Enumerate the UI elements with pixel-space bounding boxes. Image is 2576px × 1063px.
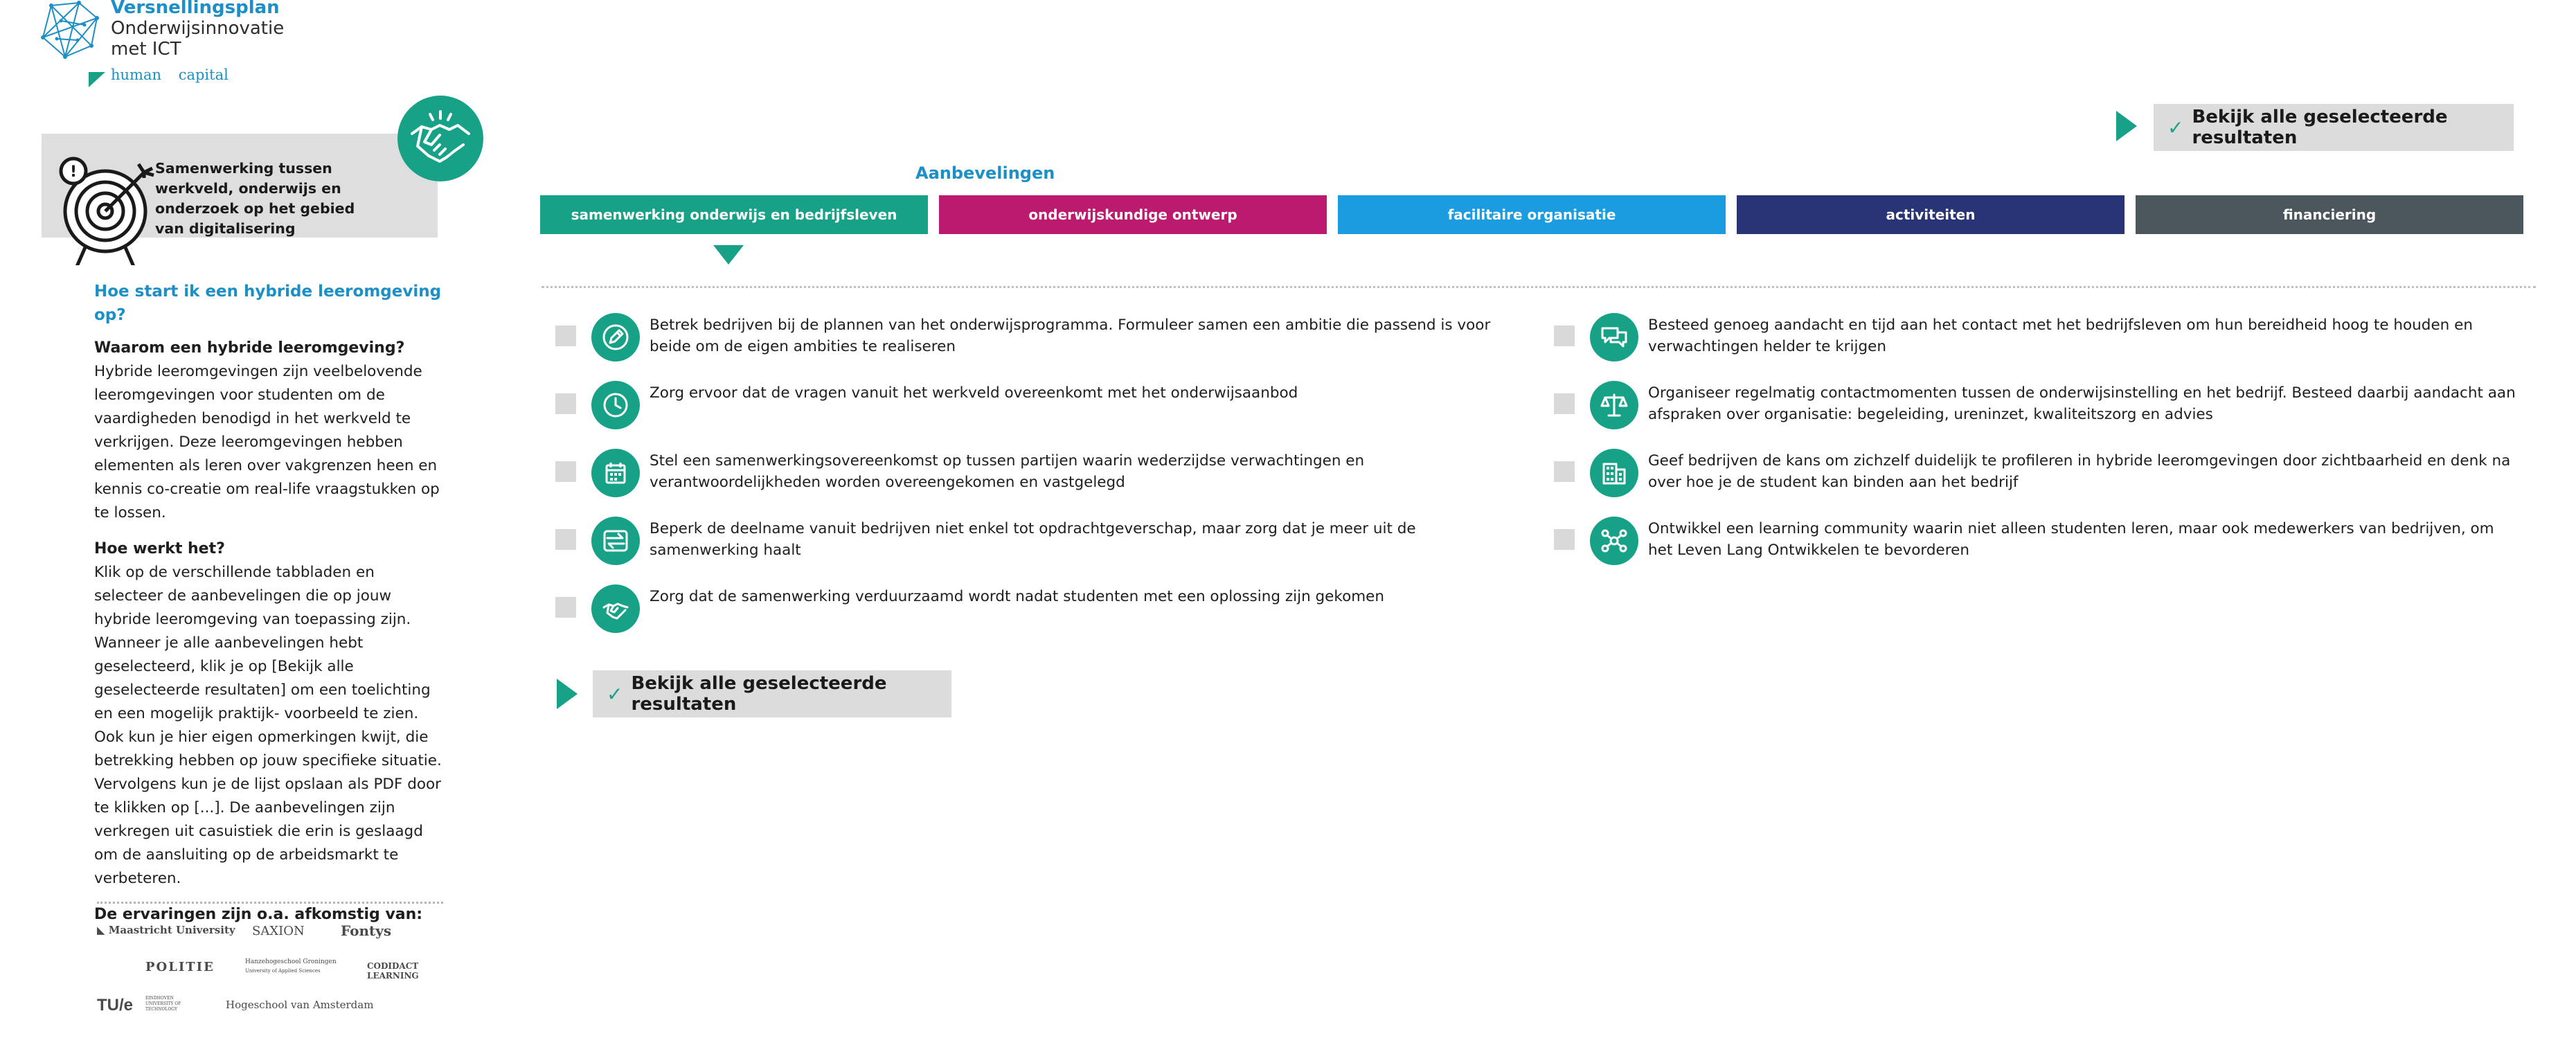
partner-logo: ◣ Maastricht University [97,924,235,936]
handshake-badge [397,96,483,181]
scale-icon [1600,391,1629,420]
partner-logo: POLITIE [145,960,215,974]
results-button-top[interactable]: ✓ Bekijk alle geselecteerde resultaten [2154,104,2514,151]
recommendation-text: Beperk de deelname vanuit bedrijven niet enkel tot opdrachtgeverschap, maar zorg dat je meer uit de samenwerking haalt [650,520,1416,559]
partner-logo: Hanzehogeschool Groningen [245,958,337,965]
recommendation-text: Geef bedrijven de kans om zichzelf duidelijk te profileren in hybride leeromgevingen door zichtbaarheid en denk na over hoe je de student kan binden aan het bedrijf [1648,452,2511,491]
theme-card [42,134,438,238]
recommendation-item [555,382,1497,438]
recommendation-checkbox[interactable] [555,461,576,482]
target-icon [50,141,168,265]
partner-logo: CODIDACT LEARNING [367,961,419,981]
brand-subtitle: human capital [111,66,229,83]
recommendation-text: Besteed genoeg aandacht en tijd aan het contact met het bedrijfsleven om hun bereidheid hoog te houden en verwachtingen helder te krijgen [1648,316,2473,355]
recommendation-item [1554,450,2537,506]
brand-logo-icon [36,0,105,60]
recommendation-item [555,586,1497,641]
partner-logo: Hogeschool van Amsterdam [226,999,374,1011]
active-tab-indicator [713,245,744,265]
tabs-divider [542,286,2536,288]
recommendation-icon-circle [591,381,640,429]
how-text: Klik op de verschillende tabbladen en selecteer de aanbevelingen die op jouw hybride leeromgeving van toepassing zijn. Wanneer je alle aanbevelingen hebt geselecteerd, klik je op [Bekijk alle geselecteerde resultaten] om een toelichting en een mogelijk praktijk- voorbeeld te zien. Ook kun je hier eigen opmerkingen kwijt, die betrekking hebben op jouw specifieke situatie. Vervolgens kun je de lijst opslaan als PDF door te klikken op [...]. De aanbevelingen zijn verkregen uit casuistiek die erin is geslaagd om de aansluiting op de arbeidsmarkt te verbeteren. [94,564,442,887]
results-button-bottom[interactable]: ✓ Bekijk alle geselecteerde resultaten [593,670,951,717]
why-heading: Waarom een hybride leeromgeving? [94,339,405,357]
recommendation-checkbox[interactable] [555,597,576,618]
recommendation-item [1554,518,2537,573]
how-heading: Hoe werkt het? [94,540,225,557]
theme-title: Samenwerking tussen werkveld, onderwijs en onderzoek op het gebied van digitalisering [155,160,355,237]
partner-logo: SAXION [252,924,305,938]
clock-icon [602,391,629,419]
recommendation-icon-circle [591,449,640,497]
tab-facilitaire-organisatie[interactable]: facilitaire organisatie [1338,195,1726,234]
network-icon [1600,526,1629,555]
partner-logo: Fontys [341,922,392,939]
tab-onderwijskundige-ontwerp[interactable]: onderwijskundige ontwerp [939,195,1327,234]
tab-activiteiten[interactable]: activiteiten [1737,195,2125,234]
building-icon [1600,458,1629,488]
exchange-icon [602,527,629,555]
chat-icon [1600,323,1629,352]
sidebar-question: Hoe start ik een hybride leeromgeving op? [94,283,442,324]
recommendation-icon-circle [1590,517,1638,565]
sidebar-divider [97,902,443,904]
check-icon: ✓ [2167,116,2184,139]
handshake-icon [408,106,473,171]
calendar-icon [602,459,629,487]
handshake-icon [602,595,629,623]
recommendation-checkbox[interactable] [1554,461,1575,482]
recommendation-icon-circle [1590,449,1638,497]
brand-triangle-icon [89,72,105,87]
recommendation-text: Zorg ervoor dat de vragen vanuit het werkveld overeenkomt met het onderwijsaanbod [650,384,1298,402]
pencil-icon [602,323,629,351]
why-text: Hybride leeromgevingen zijn veelbelovende leeromgevingen voor studenten om de vaardigheden benodigd in het werkveld te verkrijgen. Deze leeromgevingen hebben elementen als leren over vakgrenzen heen en kennis co-creatie om real-life vraagstukken op te lossen. [94,363,440,521]
play-icon [557,679,578,709]
tab-financiering[interactable]: financiering [2136,195,2523,234]
partner-logo: TU/e [97,996,134,1015]
recommendation-item [555,450,1497,506]
recommendation-icon-circle [1590,381,1638,429]
brand-name: Versnellingsplan Onderwijsinnovatie met ICT [111,0,285,60]
recommendation-icon-circle [591,517,640,565]
recommendation-icon-circle [591,584,640,633]
tab-samenwerking[interactable]: samenwerking onderwijs en bedrijfsleven [540,195,928,234]
recommendation-item [1554,382,2537,438]
partner-logo-sub: EINDHOVEN UNIVERSITY OF TECHNOLOGY [145,996,181,1012]
tabs-heading: Aanbevelingen [915,163,1055,183]
recommendation-text: Stel een samenwerkingsovereenkomst op tussen partijen waarin wederzijdse verwachtingen en verantwoordelijkheden worden overeengekomen en vastgelegd [650,452,1365,491]
recommendation-icon-circle [1590,313,1638,361]
recommendation-checkbox[interactable] [1554,325,1575,346]
recommendation-item [555,518,1497,573]
partner-logos [97,914,443,1025]
sources-heading: De ervaringen zijn o.a. afkomstig van: [94,906,423,923]
recommendation-item [1554,314,2537,370]
recommendation-checkbox[interactable] [555,325,576,346]
partner-logo-sub: University of Applied Sciences [245,968,321,974]
recommendation-text: Betrek bedrijven bij de plannen van het onderwijsprogramma. Formuleer samen een ambitie die passend is voor beide om de eigen ambities te realiseren [650,316,1491,355]
recommendation-text: Organiseer regelmatig contactmomenten tussen de onderwijsinstelling en het bedrijf. Besteed daarbij aandacht aan afspraken over organisatie: begeleiding, ureninzet, kwaliteitszorg en advies [1648,384,2516,423]
recommendation-checkbox[interactable] [555,529,576,550]
recommendation-text: Ontwikkel een learning community waarin niet alleen studenten leren, maar ook medewerkers van bedrijven, om het Leven Lang Ontwikkelen te bevorderen [1648,520,2494,559]
sidebar-info [94,280,447,927]
recommendation-checkbox[interactable] [555,393,576,414]
recommendation-checkbox[interactable] [1554,529,1575,550]
play-icon [2116,111,2137,141]
recommendation-item [555,314,1497,370]
svg-text:!: ! [69,163,78,181]
recommendation-icon-circle [591,313,640,361]
recommendation-text: Zorg dat de samenwerking verduurzaamd wordt nadat studenten met een oplossing zijn gekomen [650,588,1385,605]
recommendation-checkbox[interactable] [1554,393,1575,414]
check-icon: ✓ [607,682,623,706]
